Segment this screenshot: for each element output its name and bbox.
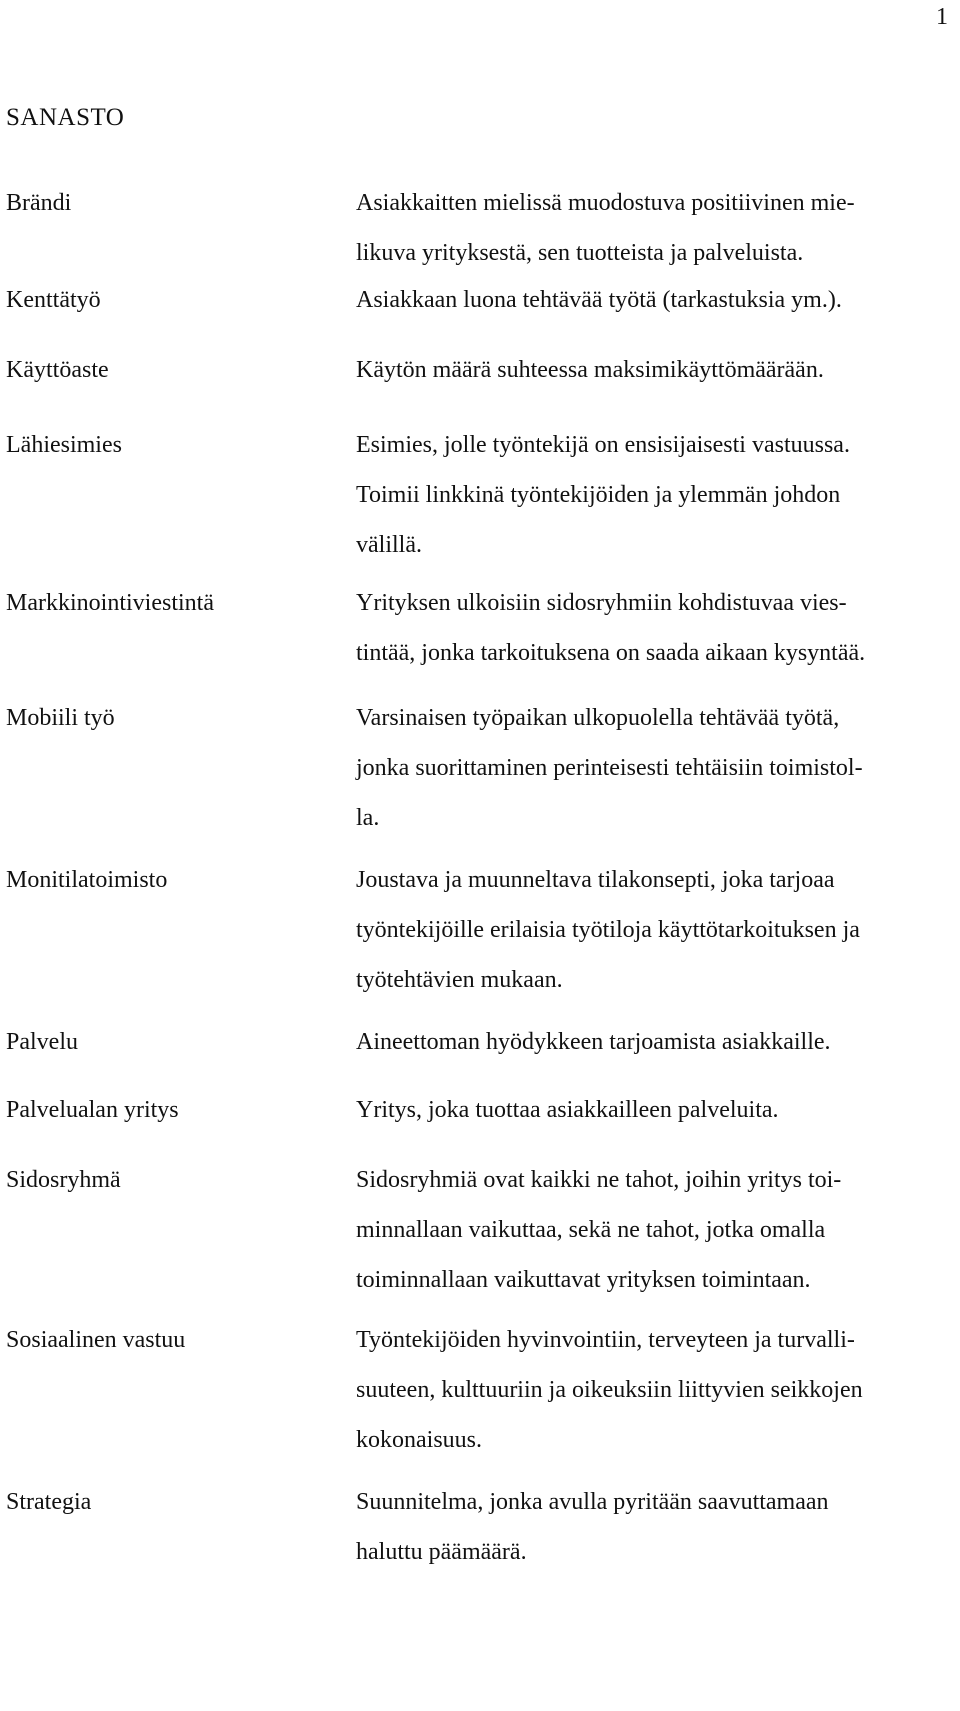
glossary-definition xyxy=(356,178,956,278)
glossary-term: Palvelu xyxy=(6,1029,78,1055)
definition-line: jonka suorittaminen perinteisesti tehtäisiin toimistol- xyxy=(356,755,863,781)
definition-line: Joustava ja muunneltava tilakonsepti, joka tarjoaa xyxy=(356,867,835,893)
definition-line: la. xyxy=(356,805,380,831)
definition-line: Asiakkaitten mielissä muodostuva positiivinen mie- xyxy=(356,190,855,216)
definition-line: kokonaisuus. xyxy=(356,1427,482,1453)
definition-line: Esimies, jolle työntekijä on ensisijaisesti vastuussa. xyxy=(356,432,850,458)
definition-line: Asiakkaan luona tehtävää työtä (tarkastuksia ym.). xyxy=(356,287,842,313)
glossary-definition xyxy=(356,855,956,1005)
glossary-definition xyxy=(356,578,956,678)
glossary-definition xyxy=(356,1477,956,1577)
glossary-definition xyxy=(356,1017,956,1067)
glossary-definition xyxy=(356,345,956,395)
glossary-term: Käyttöaste xyxy=(6,357,109,383)
definition-line: likuva yrityksestä, sen tuotteista ja palveluista. xyxy=(356,240,804,266)
glossary-term: Lähiesimies xyxy=(6,432,122,458)
glossary-term: Markkinointiviestintä xyxy=(6,590,214,616)
definition-line: Suunnitelma, jonka avulla pyritään saavuttamaan xyxy=(356,1489,829,1515)
page-title: SANASTO xyxy=(6,104,125,131)
definition-line: Yrityksen ulkoisiin sidosryhmiin kohdistuvaa vies- xyxy=(356,590,847,616)
glossary-definition xyxy=(356,275,956,325)
glossary-definition xyxy=(356,1315,956,1465)
definition-line: Varsinaisen työpaikan ulkopuolella tehtävää työtä, xyxy=(356,705,840,731)
definition-line: tintää, jonka tarkoituksena on saada aikaan kysyntää. xyxy=(356,640,866,666)
glossary-term: Sosiaalinen vastuu xyxy=(6,1327,186,1353)
glossary-term: Strategia xyxy=(6,1489,92,1515)
definition-line: suuteen, kulttuuriin ja oikeuksiin liittyvien seikkojen xyxy=(356,1377,863,1403)
definition-line: Työntekijöiden hyvinvointiin, terveyteen ja turvalli- xyxy=(356,1327,855,1353)
glossary-definition xyxy=(356,1155,956,1305)
glossary-term: Sidosryhmä xyxy=(6,1167,121,1193)
definition-line: Aineettoman hyödykkeen tarjoamista asiakkaille. xyxy=(356,1029,831,1055)
glossary-term: Palvelualan yritys xyxy=(6,1097,179,1123)
definition-line: Toimii linkkinä työntekijöiden ja ylemmän johdon xyxy=(356,482,841,508)
definition-line: Käytön määrä suhteessa maksimikäyttömäärään. xyxy=(356,357,824,383)
definition-line: Sidosryhmiä ovat kaikki ne tahot, joihin yritys toi- xyxy=(356,1167,842,1193)
definition-line: työntekijöille erilaisia työtiloja käyttötarkoituksen ja xyxy=(356,917,860,943)
glossary-definition xyxy=(356,693,956,843)
glossary-term: Monitilatoimisto xyxy=(6,867,168,893)
glossary-definition xyxy=(356,1085,956,1135)
definition-line: työtehtävien mukaan. xyxy=(356,967,563,993)
page-number: 1 xyxy=(936,4,948,30)
definition-line: välillä. xyxy=(356,532,422,558)
glossary-definition xyxy=(356,420,956,570)
glossary-term: Brändi xyxy=(6,190,72,216)
definition-line: haluttu päämäärä. xyxy=(356,1539,527,1565)
glossary-term: Kenttätyö xyxy=(6,287,101,313)
definition-line: minnallaan vaikuttaa, sekä ne tahot, jotka omalla xyxy=(356,1217,826,1243)
definition-line: Yritys, joka tuottaa asiakkailleen palveluita. xyxy=(356,1097,779,1123)
definition-line: toiminnallaan vaikuttavat yrityksen toimintaan. xyxy=(356,1267,811,1293)
glossary-term: Mobiili työ xyxy=(6,705,115,731)
